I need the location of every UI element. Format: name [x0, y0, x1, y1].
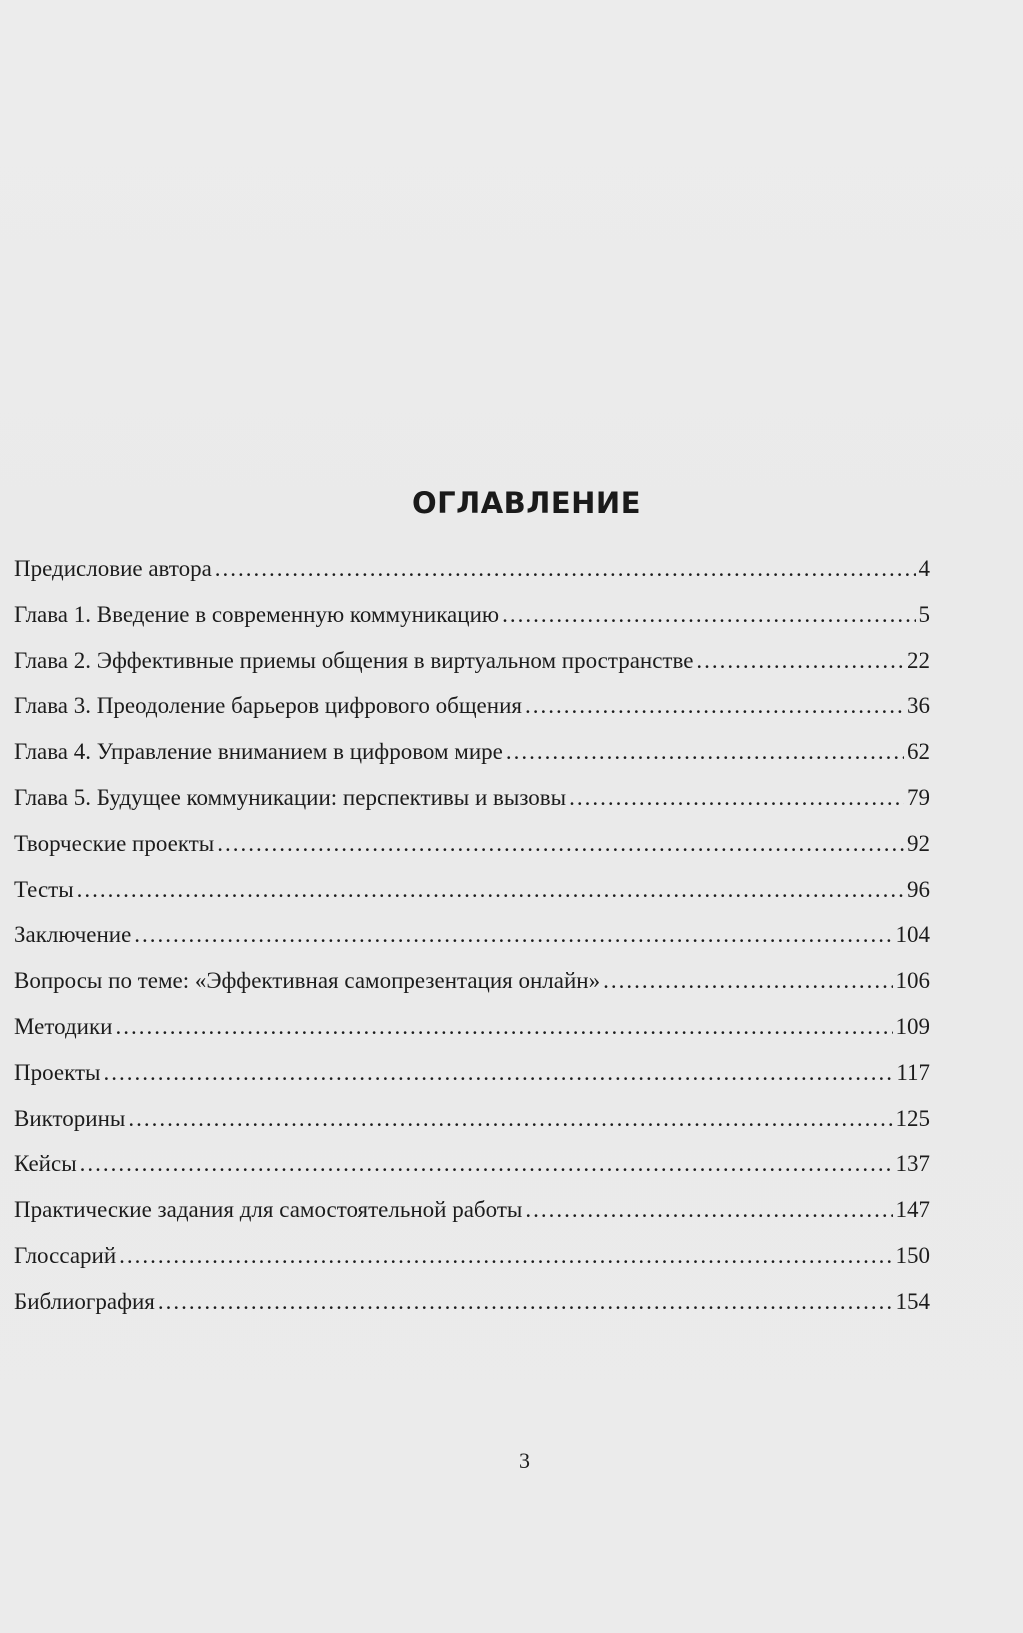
- toc-leader-dots: [128, 1104, 892, 1134]
- toc-entry-page: 79: [907, 785, 930, 810]
- toc-entry-page: 137: [895, 1151, 930, 1177]
- toc-entry: [14, 691, 930, 721]
- toc-leader-dots: [80, 1149, 893, 1179]
- toc-entry-page: 117: [896, 1059, 930, 1085]
- toc-entry-page: 125: [895, 1105, 930, 1131]
- toc-entry-title: Практические задания для самостоятельной работы: [14, 1197, 523, 1223]
- toc-entry-title: Викторины: [14, 1105, 126, 1131]
- toc-entry-page: 109: [895, 1014, 930, 1039]
- toc-leader-dots: [215, 554, 916, 584]
- toc-leader-dots: [525, 691, 904, 721]
- page-number: 3: [519, 1448, 530, 1473]
- toc-entry-title: Проекты: [14, 1059, 101, 1085]
- toc-leader-dots: [217, 829, 904, 859]
- toc-entry-title: Библиография: [14, 1288, 155, 1314]
- toc-entry-page: 154: [895, 1288, 930, 1314]
- toc-entry: [14, 1058, 930, 1088]
- toc-entry-title: Глава 3. Преодоление барьеров цифрового общения: [14, 693, 522, 719]
- toc-entry: [14, 875, 930, 905]
- toc-leader-dots: [119, 1241, 892, 1271]
- toc-entry-title: Заключение: [14, 922, 132, 948]
- toc-entry: [14, 646, 930, 676]
- toc-entry-title: Глава 5. Будущее коммуникации: перспективы и вызовы: [14, 785, 567, 810]
- toc-leader-dots: [502, 600, 915, 630]
- toc-entry-title: Глава 2. Эффективные приемы общения в виртуальном пространстве: [14, 647, 694, 673]
- toc-entry: [14, 920, 930, 950]
- toc-entry-page: 22: [907, 647, 930, 673]
- toc-leader-dots: [569, 783, 904, 813]
- toc-leader-dots: [77, 875, 904, 905]
- toc-entry-title: Творческие проекты: [14, 830, 215, 856]
- toc-entry-page: 62: [907, 739, 930, 765]
- toc-entry-title: Предисловие автора: [14, 556, 212, 581]
- page-title: ОГЛАВЛЕНИЕ: [411, 486, 641, 520]
- toc-entry-page: 147: [895, 1197, 930, 1223]
- toc-entry: [14, 829, 930, 859]
- toc-leader-dots: [115, 1012, 892, 1042]
- toc-leader-dots: [525, 1195, 892, 1225]
- toc-entry: [14, 600, 930, 630]
- toc-entry-page: 36: [907, 693, 930, 719]
- toc-leader-dots: [103, 1058, 893, 1088]
- toc-entry: [14, 1287, 930, 1317]
- toc-entry-title: Методики: [14, 1014, 113, 1039]
- toc-entry: [14, 554, 930, 584]
- toc-entry: [14, 737, 930, 767]
- toc-entry-page: 5: [918, 601, 930, 627]
- toc-entry: [14, 1012, 930, 1042]
- toc-entry: [14, 966, 930, 996]
- toc-entry: [14, 783, 930, 813]
- toc-entry-page: 96: [907, 876, 930, 902]
- toc-entry-title: Кейсы: [14, 1151, 77, 1177]
- toc-entry: [14, 1149, 930, 1179]
- toc-leader-dots: [506, 737, 904, 767]
- toc-entry-title: Тесты: [14, 876, 74, 902]
- toc-entry: [14, 1241, 930, 1271]
- toc-entry: [14, 1195, 930, 1225]
- toc-entry-title: Глава 4. Управление вниманием в цифровом мире: [14, 739, 503, 765]
- toc-leader-dots: [696, 646, 904, 676]
- toc-leader-dots: [603, 966, 892, 996]
- toc-leader-dots: [134, 920, 892, 950]
- toc-entry-page: 150: [895, 1243, 930, 1268]
- toc-entry-page: 4: [918, 556, 930, 581]
- toc-entry-page: 104: [895, 922, 930, 948]
- toc-entry-page: 106: [895, 968, 930, 994]
- toc-entry-title: Глоссарий: [14, 1243, 117, 1268]
- toc-entry-title: Вопросы по теме: «Эффективная самопрезентация онлайн»: [14, 968, 601, 994]
- toc-entry: [14, 1104, 930, 1134]
- toc-entry-page: 92: [907, 830, 930, 856]
- toc-leader-dots: [158, 1287, 893, 1317]
- toc-entry-title: Глава 1. Введение в современную коммуникацию: [14, 601, 500, 627]
